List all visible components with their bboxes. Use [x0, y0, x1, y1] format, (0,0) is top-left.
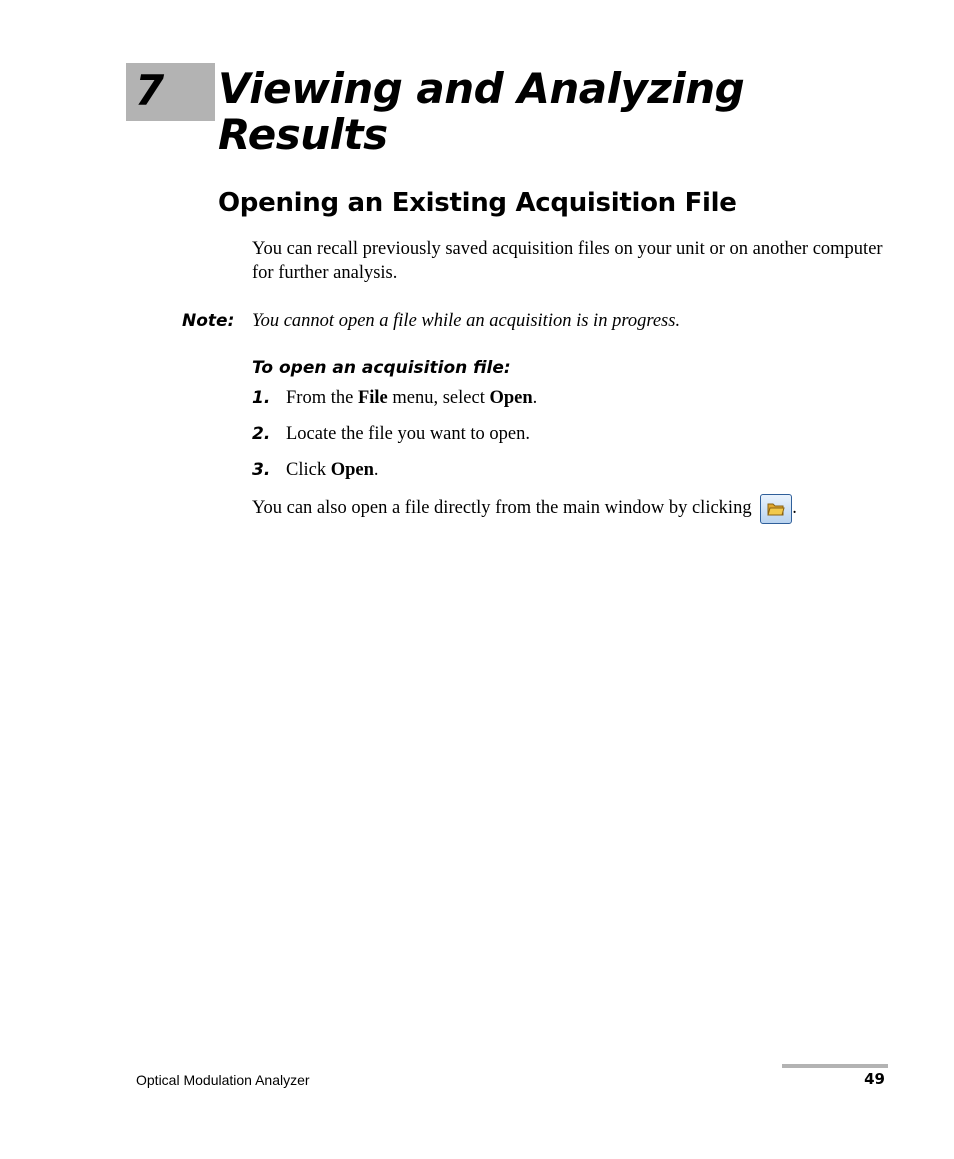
note-text: You cannot open a file while an acquisition is in progress. [252, 311, 681, 331]
step-text-part: menu, select [387, 388, 490, 408]
step-text: Locate the file you want to open. [286, 424, 531, 444]
step-number: 3. [252, 460, 271, 480]
page-number: 49 [864, 1070, 885, 1088]
note-label: Note: [182, 311, 235, 331]
open-folder-icon [767, 501, 785, 517]
step-text-part: Click [286, 460, 331, 480]
step-number: 1. [252, 388, 271, 408]
chapter-number: 7 [135, 66, 165, 115]
also-text: You can also open a file directly from the main window by clicking [252, 498, 752, 518]
step-number: 2. [252, 424, 271, 444]
step-text [286, 386, 537, 410]
chapter-title: Viewing and Analyzing Results [218, 64, 745, 159]
step-command-name: Open [330, 460, 374, 480]
open-file-button[interactable] [760, 494, 792, 524]
intro-paragraph: You can recall previously saved acquisition files on your unit or on another computer for further analysis. [252, 239, 883, 283]
step-text-part: . [532, 388, 538, 408]
step-text [286, 458, 379, 482]
also-paragraph [252, 494, 797, 524]
also-end: . [792, 498, 797, 518]
step-command-name: Open [489, 388, 533, 408]
footer-product-name: Optical Modulation Analyzer [136, 1072, 310, 1088]
step-text-part: From the [286, 388, 358, 408]
section-title: Opening an Existing Acquisition File [218, 188, 737, 218]
procedure-heading: To open an acquisition file: [252, 358, 511, 378]
step-text-part: . [373, 460, 379, 480]
footer-rule [782, 1064, 888, 1068]
step-menu-name: File [357, 388, 388, 408]
